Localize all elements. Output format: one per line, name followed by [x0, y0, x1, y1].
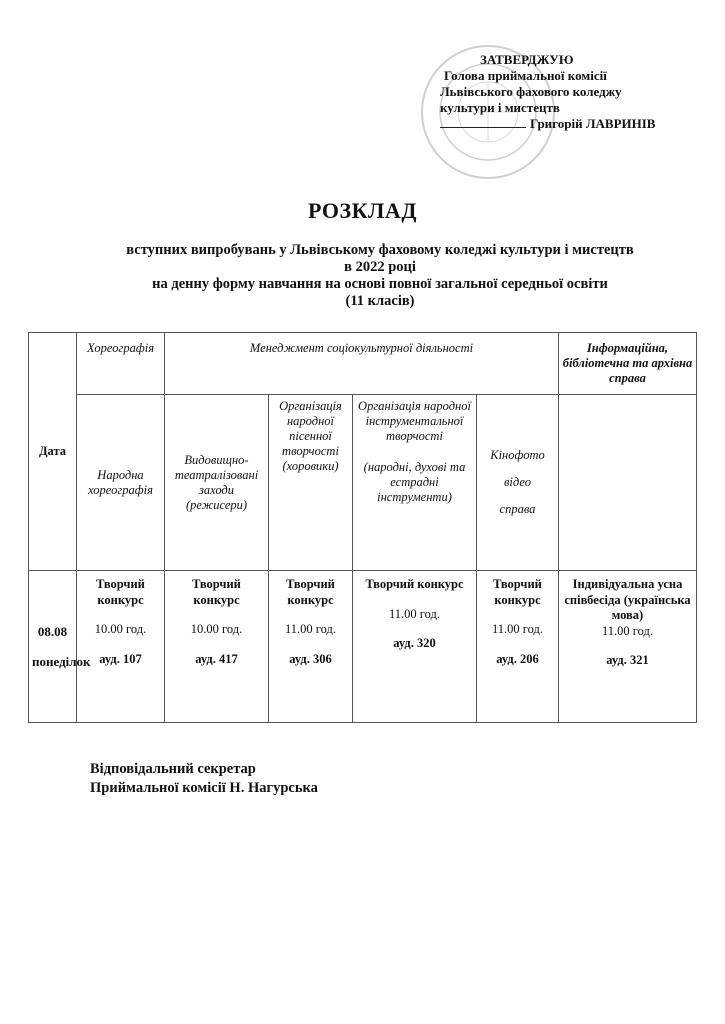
exam-room: ауд. 320	[393, 636, 436, 650]
specialty-theatrical-events: Видовищно-театралізовані заходи (режисери)	[165, 395, 269, 571]
specialty-folk-choreography: Народна хореографія	[77, 395, 165, 571]
specialty-folk-instrumental-title: Організація народної інструментальної творчості	[358, 399, 471, 443]
exam-type: Творчий конкурс	[365, 577, 464, 591]
exam-cell-2	[165, 571, 269, 723]
subtitle-line-3: на денну форму навчання на основі повної загальної середньої освіти	[152, 276, 608, 292]
footer-line-1: Відповідальний секретар	[90, 761, 256, 777]
specialty-film-line-1: Кінофото	[490, 448, 545, 462]
exam-time: 11.00 год.	[285, 622, 336, 636]
exam-room: ауд. 306	[289, 651, 332, 666]
document-subtitle	[60, 242, 700, 310]
approval-signer: Григорій ЛАВРИНІВ	[530, 116, 656, 131]
date-cell	[29, 571, 91, 723]
exam-time: 11.00 год.	[492, 622, 543, 636]
document-title: РОЗКЛАД	[308, 198, 417, 223]
exam-type: Творчий конкурс	[493, 577, 542, 607]
exam-cell-4	[353, 571, 477, 723]
exam-room: ауд. 321	[606, 653, 649, 667]
schedule-table	[28, 332, 697, 723]
exam-time: 11.00 год.	[602, 623, 653, 638]
subtitle-line-4: (11 класів)	[345, 293, 415, 309]
exam-cell-3	[269, 571, 353, 723]
day-value: понеділок	[32, 653, 91, 669]
exam-type: Індивідуальна усна співбесіда (українська мова)	[564, 577, 691, 622]
exam-time: 10.00 год.	[94, 622, 147, 636]
date-value: 08.08	[37, 623, 68, 639]
exam-time: 11.00 год.	[389, 606, 440, 621]
approval-title: ЗАТВЕРДЖУЮ	[480, 52, 574, 67]
specialty-folk-instrumental-note: (народні, духові та естрадні інструменти)	[363, 460, 466, 504]
exam-room: ауд. 206	[496, 651, 539, 666]
group-management: Менеджмент соціокультурної діяльності	[165, 333, 559, 395]
approval-line-1: Голова приймальної комісії	[444, 68, 607, 83]
exam-room: ауд. 417	[195, 651, 238, 666]
footer-signature	[90, 760, 318, 798]
exam-type: Творчий конкурс	[96, 577, 145, 607]
exam-time: 10.00 год.	[190, 622, 243, 636]
exam-cell-5	[477, 571, 559, 723]
exam-cell-1	[77, 571, 165, 723]
approval-line-3: культури і мистецтв	[440, 100, 560, 115]
exam-type: Творчий конкурс	[286, 577, 335, 607]
specialty-film-photo-video	[477, 395, 559, 571]
subtitle-line-1: вступних випробувань у Львівському фаховому коледжі культури і мистецтв	[126, 242, 634, 258]
specialty-information-empty	[559, 395, 697, 571]
specialty-film-line-3: справа	[499, 502, 536, 516]
approval-line-2: Львівського фахового коледжу	[440, 84, 622, 99]
specialty-folk-song: Організація народної пісенної творчості (хоровики)	[269, 395, 353, 571]
approval-signature-line	[440, 116, 720, 132]
signature-underline	[440, 127, 526, 128]
exam-cell-6	[559, 571, 697, 723]
approval-block	[440, 52, 720, 132]
footer-line-2: Приймальної комісії Н. Нагурська	[90, 780, 318, 796]
date-header: Дата	[29, 333, 77, 571]
specialty-folk-instrumental	[353, 395, 477, 571]
group-information: Інформаційна, бібліотечна та архівна справа	[559, 333, 697, 395]
subtitle-line-2: в 2022 році	[344, 259, 416, 275]
group-choreography: Хореографія	[77, 333, 165, 395]
exam-type: Творчий конкурс	[192, 577, 241, 607]
specialty-film-line-2: відео	[503, 475, 531, 489]
exam-room: ауд. 107	[99, 651, 142, 666]
